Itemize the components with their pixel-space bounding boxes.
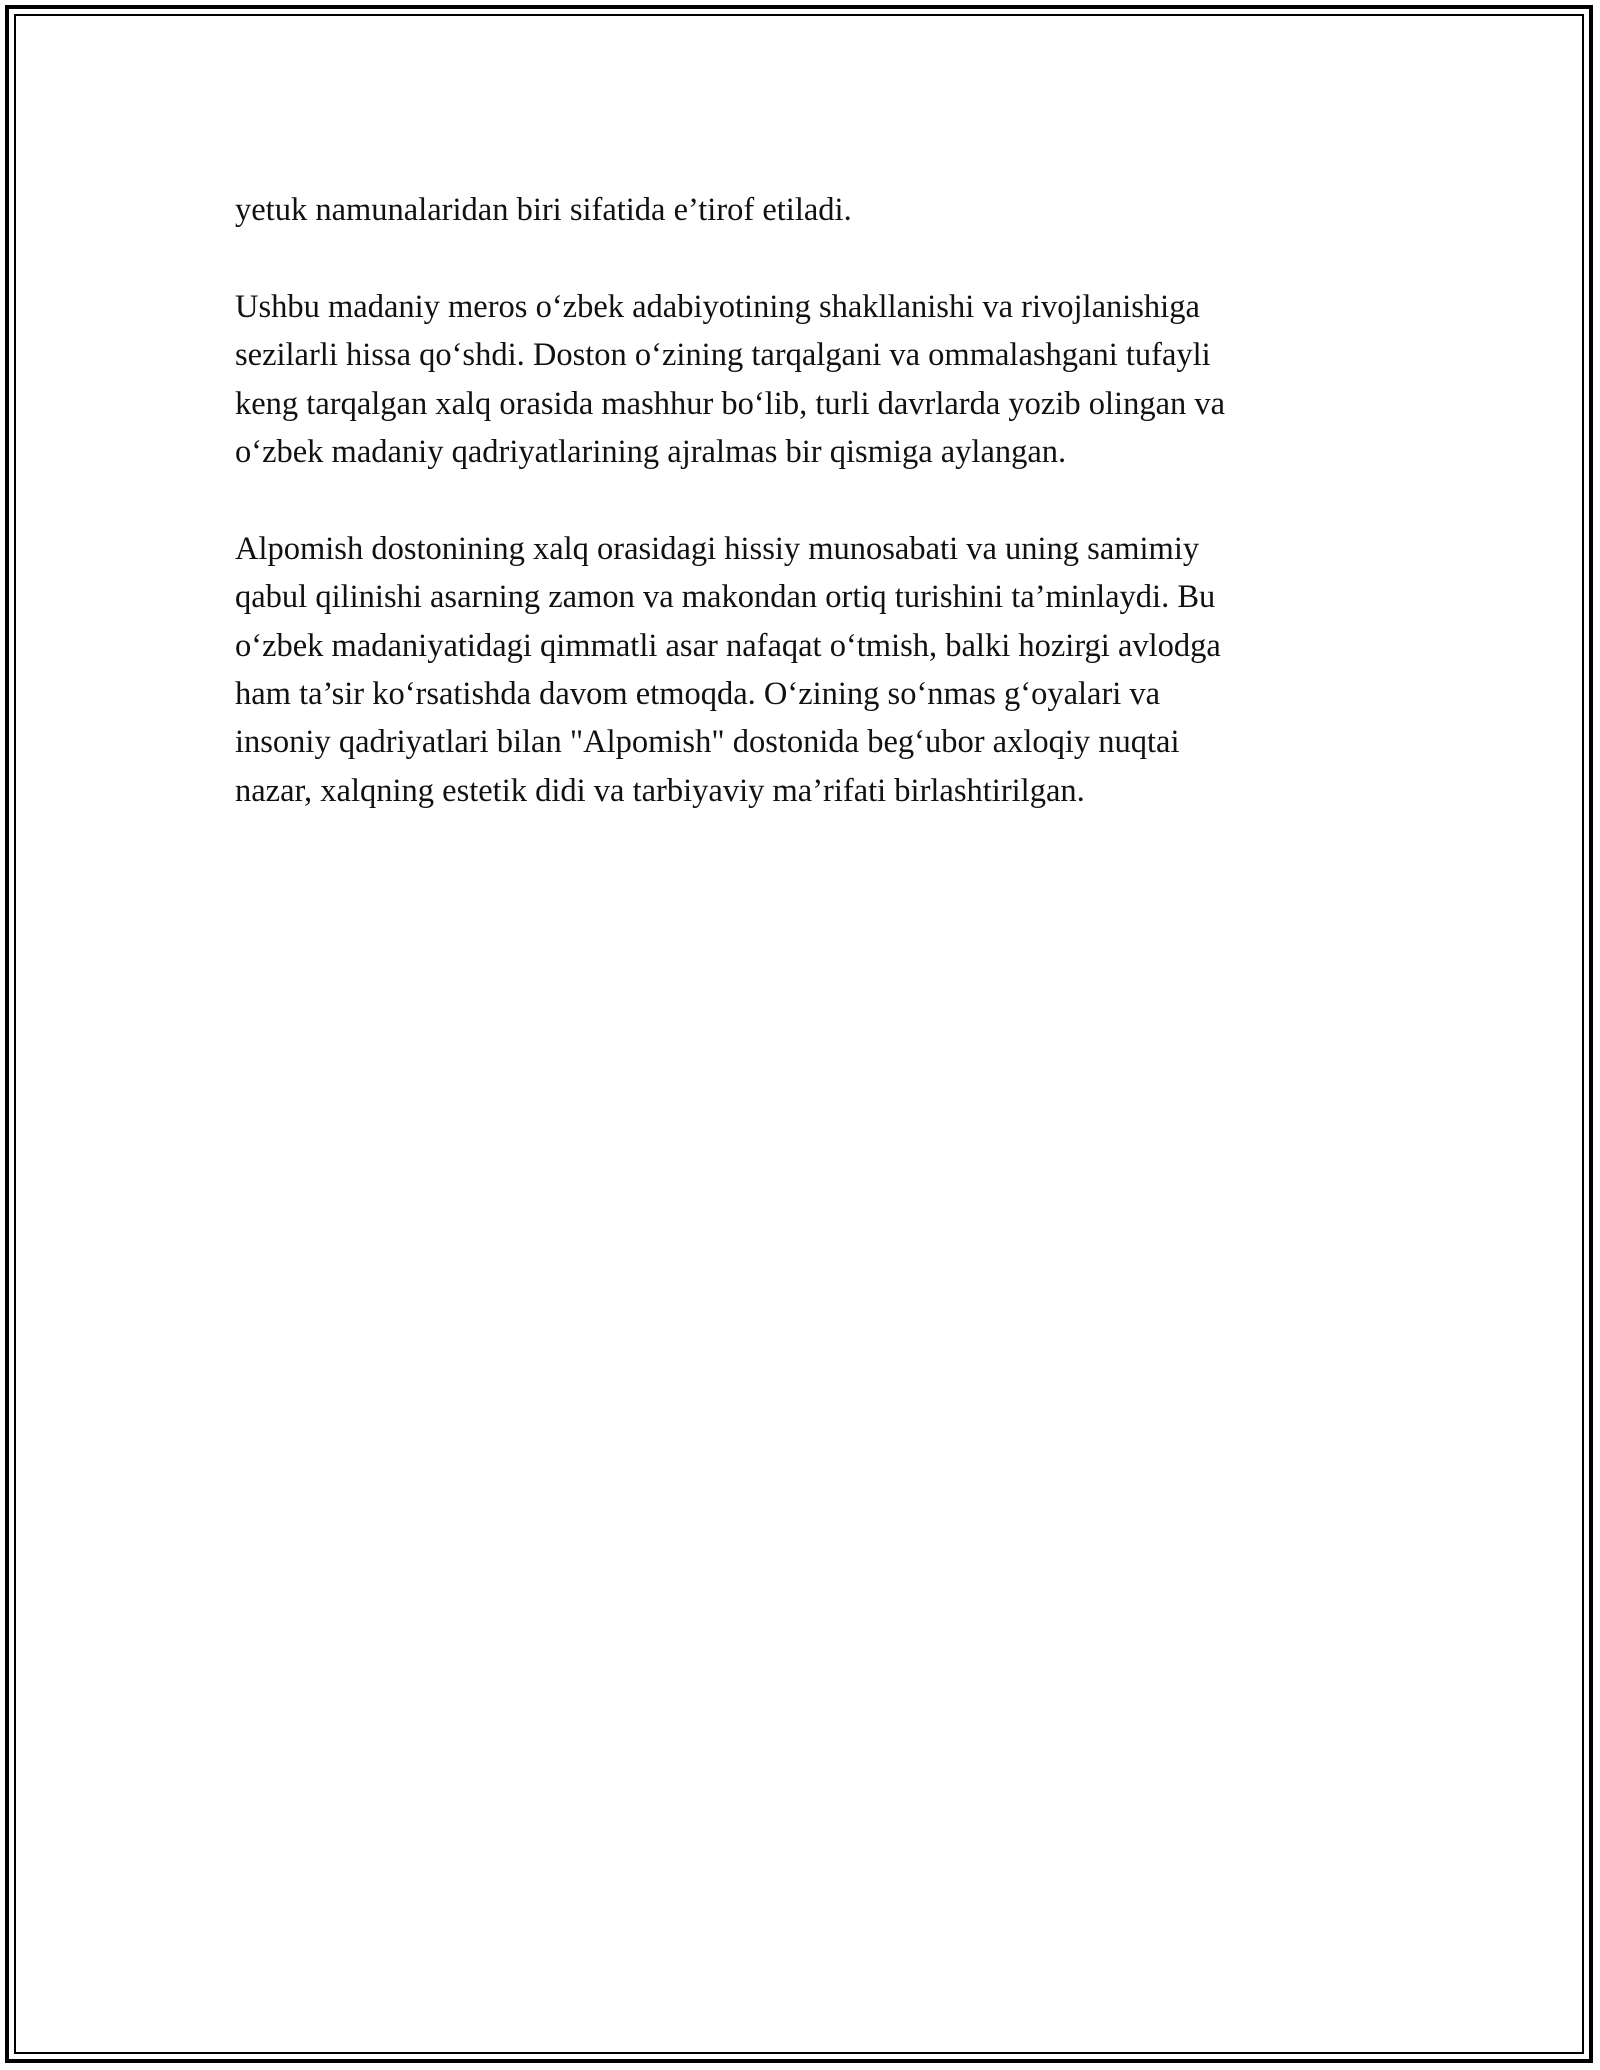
document-body	[235, 186, 1365, 864]
paragraph-2: Ushbu madaniy meros o‘zbek adabiyotining shakllanishi va rivojlanishiga sezilarli hissa qo‘shdi. Doston o‘zining tarqalgani va ommalashgani tufayli keng tarqalgan xalq orasida mashhur bo‘lib, turli davrlarda yozib olingan va o‘zbek madaniy qadriyatlarining ajralmas bir qismiga aylangan.	[235, 288, 1226, 471]
paragraph-1: yetuk namunalaridan biri sifatida e’tirof etiladi.	[235, 192, 852, 228]
paragraph-3: Alpomish dostonining xalq orasidagi hissiy munosabati va uning samimiy qabul qilinishi asarning zamon va makondan ortiq turishini ta’minlaydi. Bu o‘zbek madaniyatidagi qimmatli asar nafaqat o‘tmish, balki hozirgi avlodga ham ta’sir ko‘rsatishda davom etmoqda. O‘zining so‘nmas g‘oyalari va insoniy qadriyatlari bilan "Alpomish" dostonida beg‘ubor axloqiy nuqtai nazar, xalqning estetik didi va tarbiyaviy ma’rifati birlashtirilgan.	[235, 530, 1221, 809]
